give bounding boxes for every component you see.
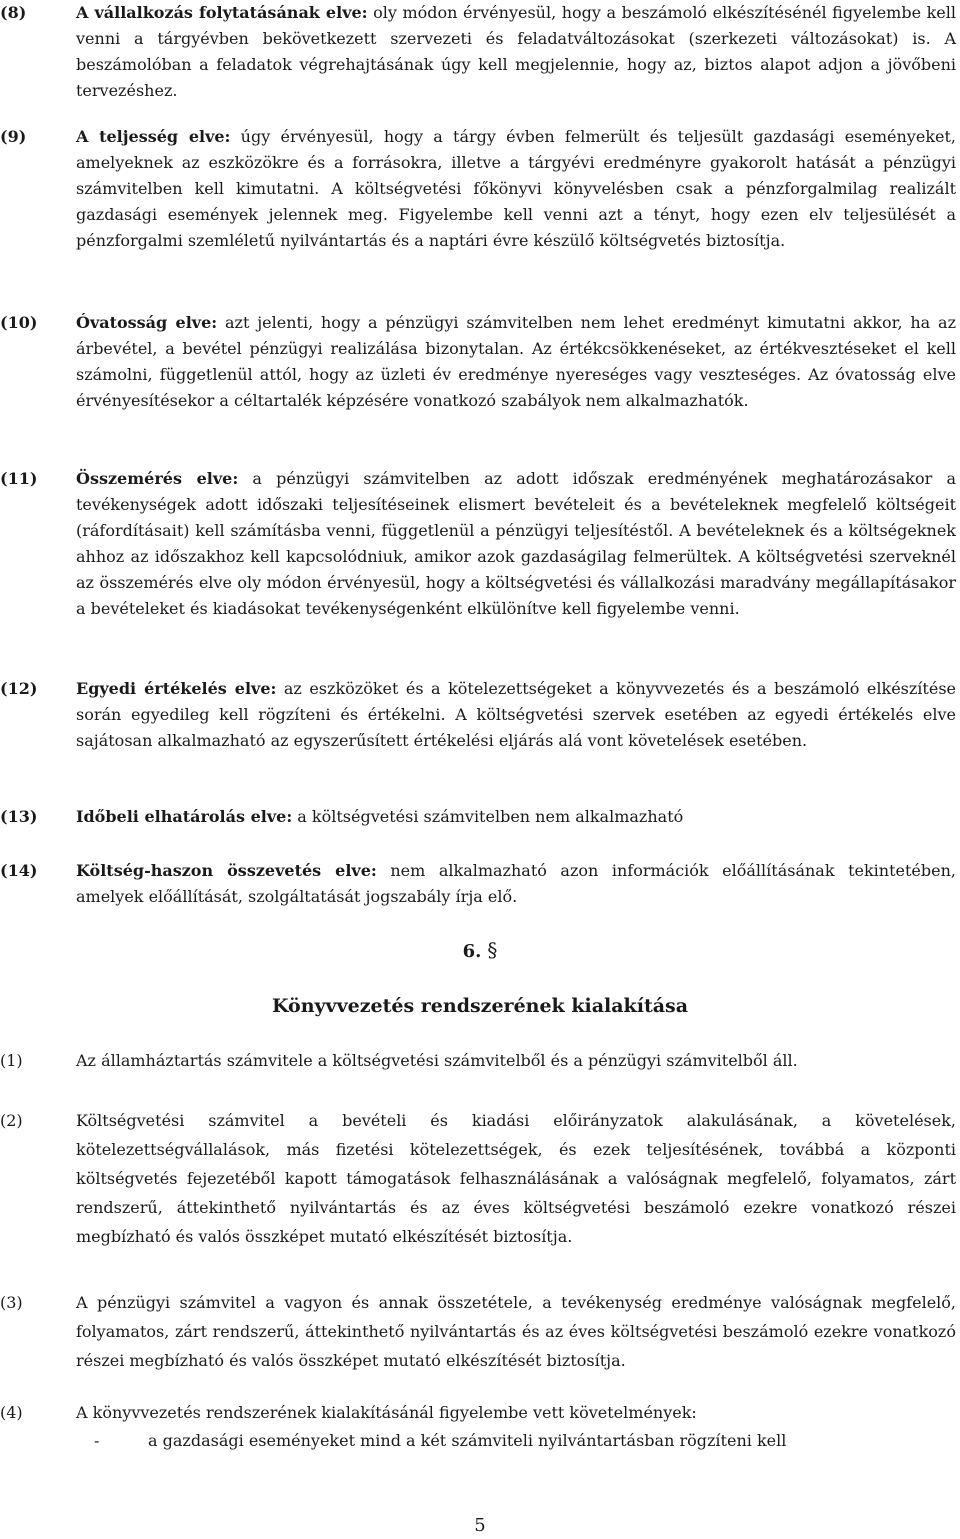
principle-body: úgy érvényesül, hogy a tárgy évben felmerült és teljesült gazdasági eseményeket, amelyeknek az eszközökre és a forrásokra, illetve a tárgyévi eredményre gyakorolt hatását a pénzügyi számvitelben kell kimutatni. A költségvetési főkönyvi könyvelésben csak a pénzforgalmilag realizált gazdasági események jelennek meg. Figyelembe kell venni azt a tényt, hogy ezen elv teljesülését a pénzforgalmi szemléletű nyilvántartás és a naptári évre készülő költségvetés biztosítja. — [76, 127, 956, 250]
page-number: 5 — [474, 1515, 486, 1536]
principle-body: a költségvetési számvitelben nem alkalmazható — [292, 807, 684, 826]
principle-heading: A vállalkozás folytatásának elve: — [76, 3, 368, 22]
paragraph-text — [76, 804, 956, 830]
principle-heading: Összemérés elve: — [76, 469, 239, 488]
principle-body: az eszközöket és a kötelezettségeket a könyvvezetés és a beszámoló elkészítése során egyedileg kell rögzíteni és értékelni. A költségvetési szervek esetében az egyedi értékelés elve sajátosan alkalmazható az egyszerűsített értékelési eljárás alá vont követelések esetében. — [76, 679, 956, 750]
principle-heading: A teljesség elve: — [76, 127, 231, 146]
item-number: (4) — [0, 1403, 23, 1422]
paragraph-text — [76, 466, 956, 622]
principle-heading: Időbeli elhatárolás elve: — [76, 807, 293, 826]
principle-body: a pénzügyi számvitelben az adott időszak eredményének meghatározásakor a tevékenységek adott időszaki teljesítéseinek elismert bevételeit és a bevételeknek megfelelő költségeit (ráfordításait) kell számításba venni, függetlenül a pénzügyi teljesítéstől. A bevételeknek és a költségeknek ahhoz az időszakhoz kell kapcsolódniuk, amikor azok gazdaságilag felmerültek. A költségvetési szerveknél az összemérés elve oly módon érvényesül, hogy a költségvetési és vállalkozási maradvány megállapításakor a bevételeket és kiadásokat tevékenységenként elkülönítve kell figyelembe venni. — [76, 469, 956, 618]
section-number-text: 6. — [462, 941, 482, 962]
principle-heading: Költség-haszon összevetés elve: — [76, 861, 377, 880]
principle-body: nem alkalmazható azon információk előállításának tekintetében, amelyek előállítását, szolgáltatását jogszabály írja elő. — [76, 861, 956, 906]
principle-body: oly módon érvényesül, hogy a beszámoló elkészítésénél figyelembe kell venni a tárgyévben bekövetkezett szervezeti és feladatváltozásokat (szerkezeti változásokat) is. A beszámolóban a feladatok végrehajtásának úgy kell megjelennie, hogy az, biztos alapot adjon a jövőbeni tervezéshez. — [76, 3, 957, 100]
paragraph-text — [76, 310, 956, 414]
paragraph-number: (11) — [0, 469, 38, 488]
bullet-text: a gazdasági eseményeket mind a két számviteli nyilvántartásban rögzíteni kell — [148, 1431, 787, 1450]
paragraph-number: (13) — [0, 807, 38, 826]
item-number: (2) — [0, 1111, 23, 1130]
paragraph-text — [76, 676, 956, 754]
bullet-dash: - — [94, 1431, 100, 1450]
paragraph-text — [76, 124, 956, 254]
item-text: Költségvetési számvitel a bevételi és kiadási előirányzatok alakulásának, a követelések, kötelezettségvállalások, más fizetési kötelezettségek, és ezek teljesítésének, továbbá a központi költségvetés fejezetéből kapott támogatások felhasználásának a valóságnak megfelelő, folyamatos, zárt rendszerű, áttekinthető nyilvántartás és az éves költségvetési beszámoló ezekre vonatkozó részei megbízható és valós összképet mutató elkészítését biztosítja. — [76, 1111, 956, 1246]
paragraph-number: (8) — [0, 3, 27, 22]
item-text: A könyvvezetés rendszerének kialakításánál figyelembe vett követelmények: — [76, 1403, 697, 1422]
principle-heading: Óvatosság elve: — [76, 313, 218, 332]
section-number — [0, 936, 960, 966]
paragraph-number: (14) — [0, 861, 38, 880]
paragraph-number: (12) — [0, 679, 38, 698]
section-title: Könyvvezetés rendszerének kialakítása — [271, 995, 689, 1017]
paragraph-number: (9) — [0, 127, 27, 146]
item-text: Az államháztartás számvitele a költségvetési számvitelből és a pénzügyi számvitelből áll. — [76, 1051, 798, 1070]
item-text: A pénzügyi számvitel a vagyon és annak összetétele, a tevékenység eredménye valóságnak megfelelő, folyamatos, zárt rendszerű, áttekinthető nyilvántartás és az éves költségvetési beszámoló ezekre vonatkozó részei megbízható és valós összképet mutató elkészítését biztosítja. — [76, 1293, 956, 1370]
principle-body: azt jelenti, hogy a pénzügyi számvitelben nem lehet eredményt kimutatni akkor, ha az árbevétel, a bevétel pénzügyi realizálása bizonytalan. Az értékcsökkenéseket, az értékvesztéseket el kell számolni, függetlenül attól, hogy az üzleti év eredménye nyereséges vagy veszteséges. Az óvatosság elve érvényesítésekor a céltartalék képzésére vonatkozó szabályok nem alkalmazhatók. — [76, 313, 956, 410]
principle-heading: Egyedi értékelés elve: — [76, 679, 277, 698]
paragraph-number: (10) — [0, 313, 38, 332]
paragraph-text — [76, 0, 956, 104]
item-number: (3) — [0, 1293, 23, 1312]
paragraph-text — [76, 858, 956, 910]
section-sign: § — [487, 938, 498, 962]
item-number: (1) — [0, 1051, 23, 1070]
